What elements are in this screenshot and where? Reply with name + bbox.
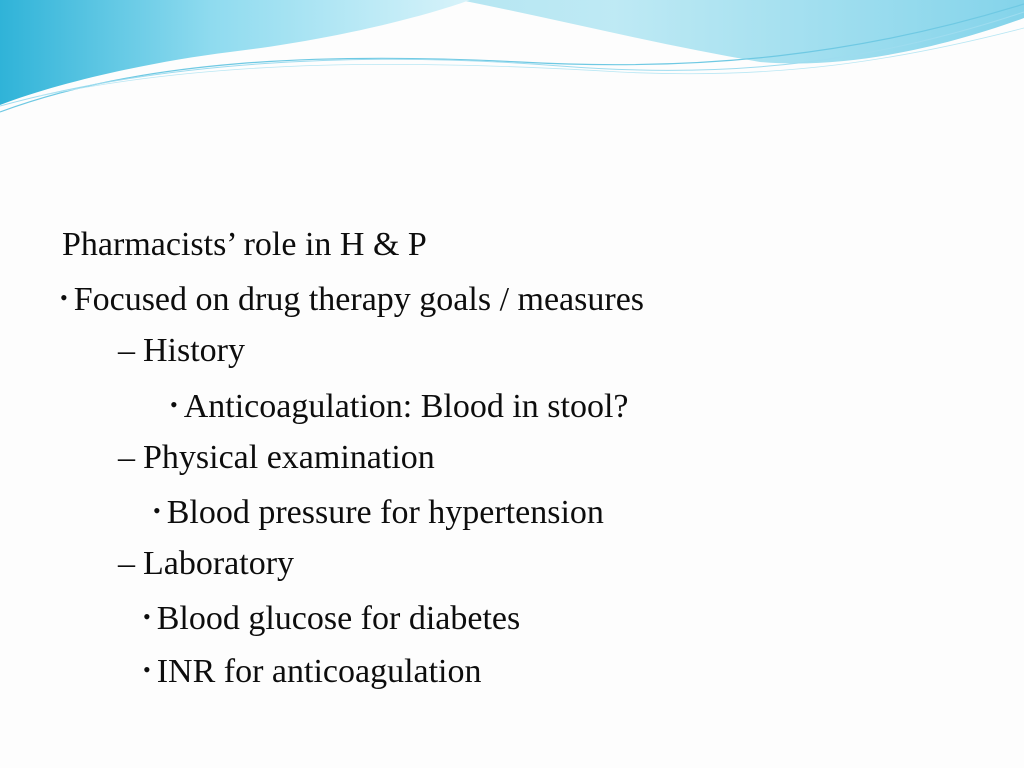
bullet-item-inr <box>143 650 482 692</box>
sub-item-history <box>118 331 245 371</box>
slide-heading <box>62 225 427 265</box>
sub-item-physical-exam <box>118 438 435 478</box>
bullet-icon: • <box>60 285 68 310</box>
dash-icon: – <box>118 545 135 582</box>
bullet-item-blood-glucose <box>143 597 520 639</box>
slide-heading-text: Pharmacists’ role in H & P <box>62 226 427 263</box>
bullet-item-blood-pressure <box>153 491 604 533</box>
bullet-text: INR for anticoagulation <box>156 653 482 690</box>
bullet-icon: • <box>143 604 151 629</box>
bullet-text: Blood pressure for hypertension <box>166 494 604 531</box>
sub-item-text: Physical examination <box>143 439 435 476</box>
bullet-icon: • <box>153 498 161 523</box>
sub-item-laboratory <box>118 544 294 584</box>
dash-icon: – <box>118 332 135 369</box>
bullet-item-anticoagulation <box>170 385 629 427</box>
bullet-text: Anticoagulation: Blood in stool? <box>183 388 629 425</box>
sub-item-text: History <box>143 332 245 369</box>
bullet-icon: • <box>143 657 151 682</box>
bullet-icon: • <box>170 392 178 417</box>
bullet-text: Focused on drug therapy goals / measures <box>73 281 645 318</box>
dash-icon: – <box>118 439 135 476</box>
bullet-item-1 <box>60 278 644 320</box>
sub-item-text: Laboratory <box>143 545 295 582</box>
bullet-text: Blood glucose for diabetes <box>156 600 521 637</box>
